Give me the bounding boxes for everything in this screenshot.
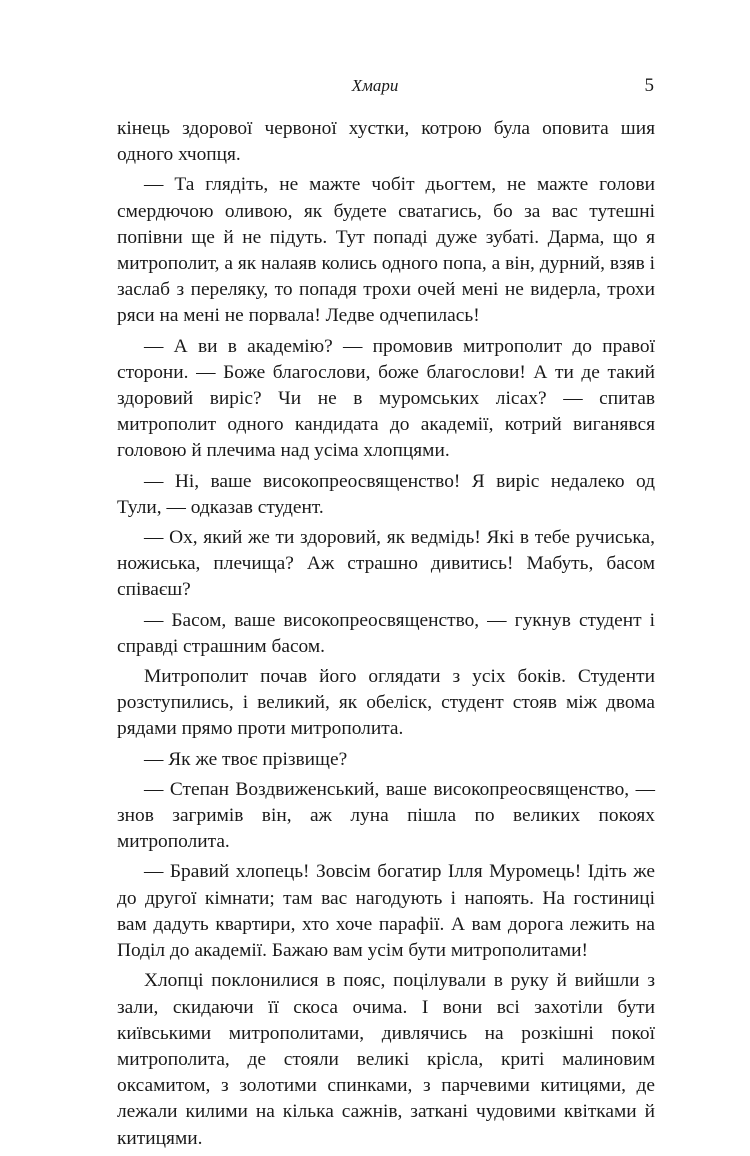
- paragraph: Митрополит почав його оглядати з усіх боків. Студенти розступились, і великий, як обеліск, студент стояв між двома рядами прямо проти митрополита.: [117, 666, 655, 740]
- paragraph: кінець здорової червоної хустки, котрою була оповита шия одного хчопця.: [117, 118, 655, 166]
- paragraph: — Ох, який же ти здоровий, як ведмідь! Які в тебе ручиська, ножиська, плечища? Аж страшно дивитись! Мабуть, басом співаєш?: [117, 527, 655, 601]
- paragraph: — А ви в академію? — промовив митрополит до правої сторони. — Боже благослови, боже благослови! А ти де такий здоровий виріс? Чи не в муромських лісах? — спитав митрополит одного кандидата до академії, котрий виганявся головою й плечима над усіма хлопцями.: [117, 335, 655, 462]
- text-body: [117, 116, 655, 1156]
- paragraph: — Ні, ваше високопреосвященство! Я виріс недалеко од Тули, — одказав студент.: [117, 470, 655, 518]
- page-number: 5: [644, 75, 654, 96]
- paragraph: — Та глядіть, не мажте чобіт дьогтем, не мажте голови смердючою оливою, як будете сватагись, бо за вас тутешні попівни ще й не підуть. Тут попаді дуже зубаті. Дарма, що я митрополит, а як налаяв колись одного попа, а він, дурний, взяв і заслаб з переляку, то попадя трохи очей мені не видерла, трохи ряси на мені не порвала! Ледве одчепилась!: [117, 174, 655, 327]
- running-title: Хмари: [351, 76, 399, 95]
- paragraph: — Степан Воздвиженський, ваше високопреосвященство, — знов загримів він, аж луна пішла по великих покоях митрополита.: [117, 778, 655, 853]
- paragraph: — Як же твоє прізвище?: [144, 748, 348, 770]
- paragraph: — Бравий хлопець! Зовсім богатир Ілля Муромець! Ідіть же до другої кімнати; там вас нагодують і напоять. На гостиниці вам дадуть квартири, хто хоче парафії. А вам дорога лежить на Поділ до академії. Бажаю вам усім бути митрополитами!: [117, 861, 655, 962]
- paragraph: Хлопці поклонилися в пояс, поцілували в руку й вийшли з зали, скидаючи її скоса очима. І вони всі захотіли бути київськими митрополитами, дивлячись на розкішні покої митрополита, де стояли великі крісла, криті малиновим оксамитом, з золотими спинками, з парчевими китицями, де лежали килими на кілька сажнів, заткані чудовими квітками й китицями.: [117, 970, 655, 1149]
- paragraph: — Басом, ваше високопреосвященство, — гукнув студент і справді страшним басом.: [117, 609, 655, 657]
- running-header: [0, 74, 750, 98]
